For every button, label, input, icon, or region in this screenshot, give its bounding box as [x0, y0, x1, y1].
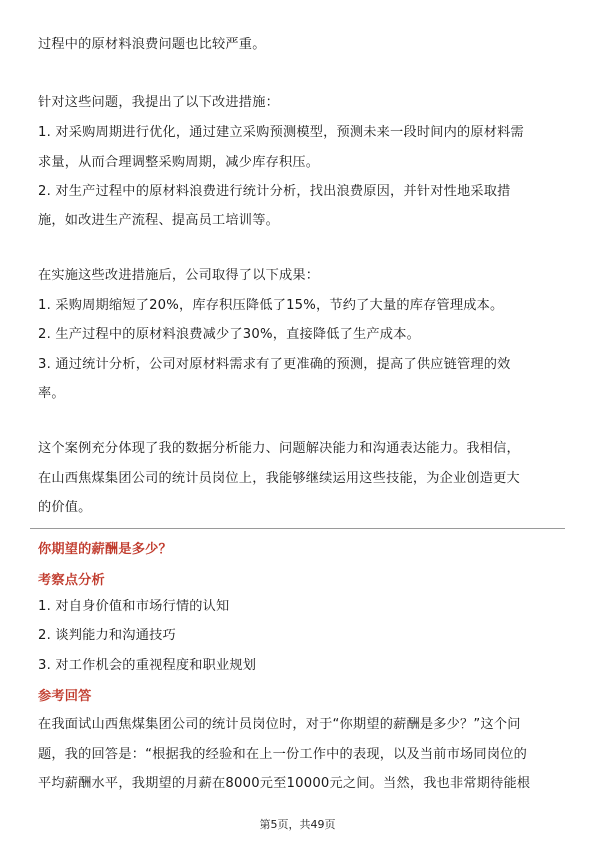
answer-line: 在我面试山西焦煤集团公司的统计员岗位时，对于“你期望的薪酬是多少？”这个问	[38, 717, 521, 732]
answer-line: 题，我的回答是：“根据我的经验和在上一份工作中的表现，以及当前市场同岗位的	[38, 747, 527, 762]
page-number: 第5页，共49页	[259, 818, 336, 831]
list-item: 求量，从而合理调整采购周期，减少库存积压。	[38, 155, 320, 170]
analysis-item: 1. 对自身价值和市场行情的认知	[38, 599, 230, 614]
list-item: 施，如改进生产流程、提高员工培训等。	[38, 213, 279, 228]
list-item: 1. 采购周期缩短了20%，库存积压降低了15%，节约了大量的库存管理成本。	[38, 298, 504, 313]
question-title: 你期望的薪酬是多少？	[38, 542, 172, 557]
section-divider	[30, 528, 565, 529]
list-item: 2. 对生产过程中的原材料浪费进行统计分析，找出浪费原因，并针对性地采取措	[38, 184, 511, 199]
list-item: 1. 对采购周期进行优化，通过建立采购预测模型，预测未来一段时间内的原材料需	[38, 125, 524, 140]
list-item: 2. 生产过程中的原材料浪费减少了30%，直接降低了生产成本。	[38, 327, 420, 342]
paragraph-line: 在实施这些改进措施后，公司取得了以下成果：	[38, 268, 320, 283]
paragraph-line: 这个案例充分体现了我的数据分析能力、问题解决能力和沟通表达能力。我相信，	[38, 441, 520, 456]
analysis-heading: 考察点分析	[38, 573, 105, 588]
paragraph-line: 在山西焦煤集团公司的统计员岗位上，我能够继续运用这些技能，为企业创造更大	[38, 471, 520, 486]
paragraph-line: 的价值。	[38, 500, 92, 515]
paragraph-line: 过程中的原材料浪费问题也比较严重。	[38, 37, 266, 52]
analysis-item: 3. 对工作机会的重视程度和职业规划	[38, 658, 257, 673]
list-item: 率。	[38, 386, 65, 401]
answer-heading: 参考回答	[38, 689, 92, 704]
answer-line: 平均薪酬水平，我期望的月薪在8000元至10000元之间。当然，我也非常期待能根	[38, 776, 531, 791]
analysis-item: 2. 谈判能力和沟通技巧	[38, 628, 176, 643]
paragraph-line: 针对这些问题，我提出了以下改进措施：	[38, 95, 279, 110]
list-item: 3. 通过统计分析，公司对原材料需求有了更准确的预测，提高了供应链管理的效	[38, 357, 511, 372]
